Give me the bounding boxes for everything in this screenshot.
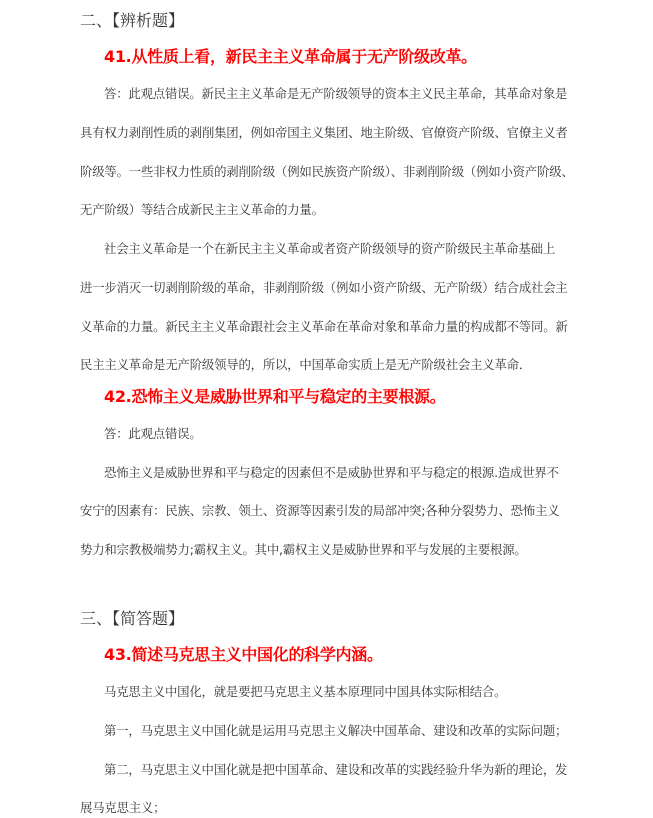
answer-line: 马克思主义中国化，就是要把马克思主义基本原理同中国具体实际相结合。 — [104, 684, 507, 699]
answer-line: 第一，马克思主义中国化就是运用马克思主义解决中国革命、建设和改革的实际问题； — [104, 723, 568, 738]
answer-line: 社会主义革命是一个在新民主主义革命或者资产阶级领导的资产阶级民主革命基础上 — [104, 241, 556, 256]
section-heading-short-answer: 三、【简答题】 — [80, 609, 185, 628]
answer-line: 势力和宗教极端势力;霸权主义。其中,霸权主义是威胁世界和平与发展的主要根源。 — [80, 542, 527, 557]
answer-line: 第二，马克思主义中国化就是把中国革命、建设和改革的实践经验升华为新的理论，发 — [104, 762, 568, 777]
question-41-title: 41.从性质上看，新民主主义革命属于无产阶级改革。 — [104, 47, 477, 66]
question-43-title: 43.简述马克思主义中国化的科学内涵。 — [104, 645, 383, 664]
answer-line: 展马克思主义； — [80, 800, 166, 815]
answer-line: 具有权力剥削性质的剥削集团，例如帝国主义集团、地主阶级、官僚资产阶级、官僚主义者 — [80, 125, 568, 140]
answer-line: 民主主义革命是无产阶级领导的，所以，中国革命实质上是无产阶级社会主义革命． — [80, 357, 532, 372]
answer-line: 义革命的力量。新民主主义革命跟社会主义革命在革命对象和革命力量的构成都不等同。新 — [80, 319, 568, 334]
answer-line: 进一步消灭一切剥削阶级的革命，非剥削阶级（例如小资产阶级、无产阶级）结合成社会主 — [80, 280, 568, 295]
question-42-title: 42.恐怖主义是威胁世界和平与稳定的主要根源。 — [104, 387, 446, 406]
answer-line: 恐怖主义是威胁世界和平与稳定的因素但不是威胁世界和平与稳定的根源.造成世界不 — [104, 465, 559, 480]
answer-line: 无产阶级）等结合成新民主主义革命的力量。 — [80, 202, 324, 217]
answer-line: 答：此观点错误。 — [104, 426, 202, 441]
answer-line: 阶级等。一些非权力性质的剥削阶级（例如民族资产阶级）、非剥削阶级（例如小资产阶级、 — [80, 164, 574, 179]
answer-line: 安宁的因素有：民族、宗教、领土、资源等因素引发的局部冲突;各种分裂势力、恐怖主义 — [80, 503, 560, 518]
section-heading-analysis: 二、【辨析题】 — [80, 11, 185, 30]
answer-line: 答：此观点错误。新民主主义革命是无产阶级领导的资本主义民主革命，其革命对象是 — [104, 86, 568, 101]
